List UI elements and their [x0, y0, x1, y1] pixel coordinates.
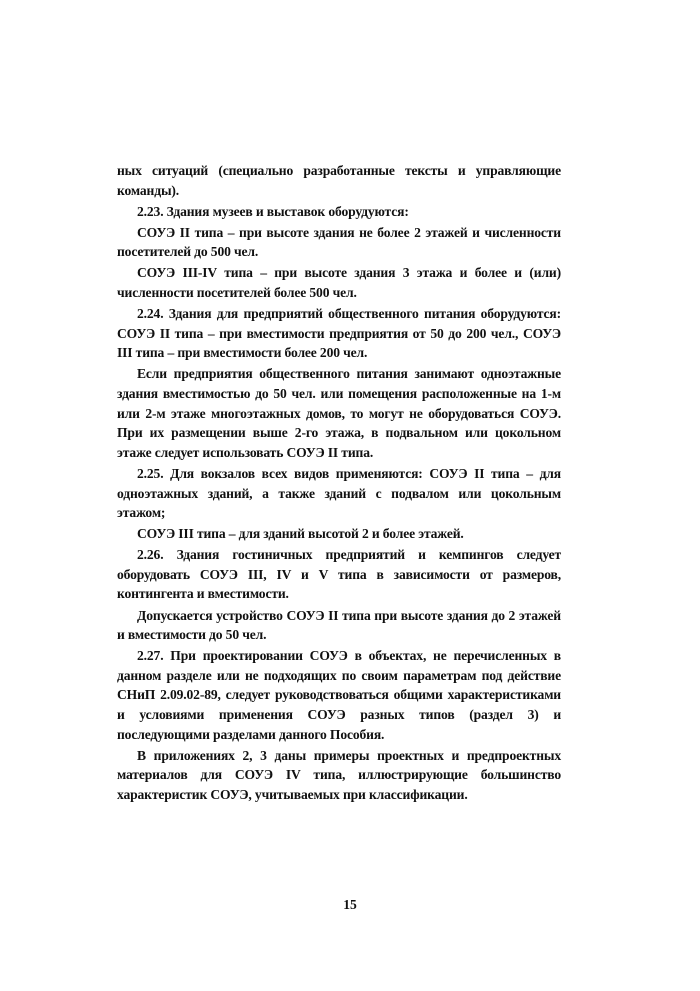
page-number: 15 [343, 897, 357, 912]
paragraph-continuation: ных ситуаций (специально разработанные тексты и управляющие команды). [117, 163, 561, 198]
paragraph-2-23-type-iii-iv: СОУЭ III-IV типа – при высоте здания 3 этажа и более и (или) численности посетителей более 500 чел. [117, 265, 561, 301]
paragraph-2-24-note: Если предприятия общественного питания занимают одноэтажные здания вместимостью до 50 чел. или помещения расположенные на 1-м или 2-м этаже многоэтажных домов, то могут не оборудоваться СОУЭ. При их размещении выше 2-го этажа, в подвальном или цокольном этаже следует использовать СОУЭ II типа. [117, 366, 561, 460]
paragraph-2-24: 2.24. Здания для предприятий общественного питания оборудуются: СОУЭ II типа – при вместимости предприятия от 50 до 200 чел., СОУЭ III типа – при вместимости более 200 чел. [117, 306, 561, 361]
paragraph-2-25: 2.25. Для вокзалов всех видов применяются: СОУЭ II типа – для одноэтажных зданий, а также зданий с подвалом или цокольным этажом; [117, 465, 561, 521]
paragraph-2-25-type-iii: СОУЭ III типа – для зданий высотой 2 и более этажей. [137, 526, 464, 542]
paragraph-2-23: 2.23. Здания музеев и выставок оборудуются: [137, 203, 409, 219]
paragraph-appendices: В приложениях 2, 3 даны примеры проектных и предпроектных материалов для СОУЭ IV типа, иллюстрирующие большинство характеристик СОУЭ, учитываемых при классификации. [117, 747, 561, 802]
paragraph-2-23-type-ii: СОУЭ II типа – при высоте здания не более 2 этажей и численности посетителей до 500 чел. [117, 224, 561, 260]
page-body [117, 161, 561, 806]
paragraph-2-26-note: Допускается устройство СОУЭ II типа при высоте здания до 2 этажей и вместимости до 50 чел. [117, 607, 561, 643]
paragraph-2-27: 2.27. При проектировании СОУЭ в объектах, не перечисленных в данном разделе или не подходящих по своим параметрам под действие СНиП 2.09.02-89, следует руководствоваться общими характеристиками и условиями применения СОУЭ разных типов (раздел 3) и последующими разделами данного Пособия. [117, 648, 561, 742]
paragraph-2-26: 2.26. Здания гостиничных предприятий и кемпингов следует оборудовать СОУЭ III, IV и V типа в зависимости от размеров, контингента и вместимости. [117, 547, 561, 602]
